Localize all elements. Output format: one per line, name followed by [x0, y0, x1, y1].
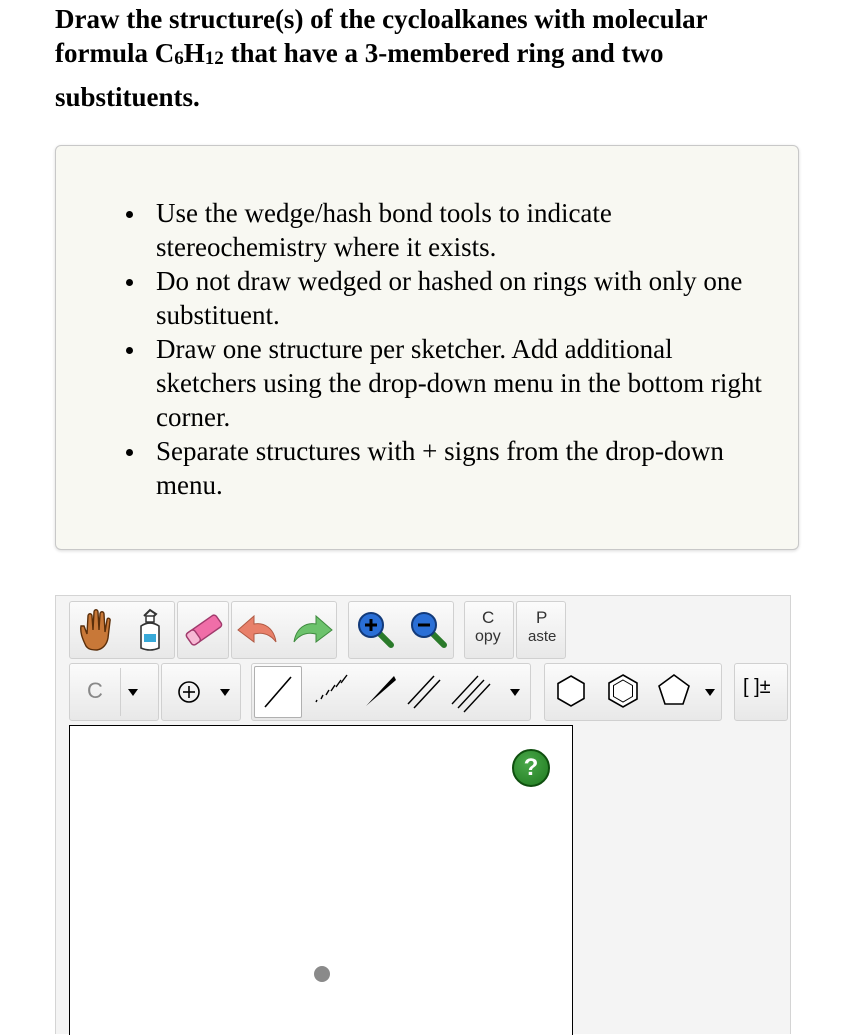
paste-label-bottom: aste [528, 628, 557, 645]
charge-selector[interactable] [161, 663, 241, 721]
undo-icon[interactable] [232, 602, 285, 658]
ring-tools-group [544, 663, 722, 721]
bracket-button[interactable] [734, 663, 788, 721]
canvas-cursor-dot [314, 966, 330, 982]
drawing-canvas[interactable] [69, 725, 573, 1035]
atom-dropdown-separator [120, 668, 121, 716]
instructions-box [55, 145, 799, 550]
copy-label-top: C [482, 608, 495, 627]
chevron-down-icon[interactable] [220, 689, 230, 696]
bond-tools-group [251, 663, 531, 721]
paste-label-top: P [536, 608, 548, 627]
question-text [55, 2, 815, 114]
copy-label-bottom: opy [475, 628, 501, 645]
eraser-button[interactable] [177, 601, 229, 659]
atom-label: C [87, 678, 103, 703]
hand-icon[interactable] [70, 602, 122, 658]
clean-bottle-icon[interactable] [124, 602, 176, 658]
hash-bond-icon[interactable] [306, 664, 356, 720]
instruction-item: Use the wedge/hash bond tools to indicate stereochemistry where it exists. [156, 196, 776, 264]
atom-selector[interactable] [69, 663, 159, 721]
instruction-item: Separate structures with + signs from the drop-down menu. [156, 434, 776, 502]
structure-sketcher [55, 595, 791, 1034]
bracket-icon: [ ]± [743, 676, 771, 698]
zoom-out-icon[interactable] [402, 602, 455, 658]
charge-icon [174, 677, 204, 707]
question-line-2: formula $C_6H_{12}$ that have a 3-membered ring and two [55, 38, 664, 69]
chevron-down-icon[interactable] [128, 689, 138, 696]
question-line-1: Draw the structure(s) of the cycloalkanes with molecular [55, 4, 708, 34]
wedge-bond-icon[interactable] [358, 664, 402, 720]
redo-icon[interactable] [285, 602, 338, 658]
single-bond-icon[interactable] [254, 666, 302, 718]
eraser-icon [178, 602, 230, 658]
zoom-group [348, 601, 454, 659]
double-bond-icon[interactable] [402, 664, 446, 720]
triple-bond-icon[interactable] [448, 664, 496, 720]
instruction-list [156, 196, 776, 502]
help-icon[interactable]: ? [512, 749, 550, 787]
hand-clean-group [69, 601, 175, 659]
question-line-3: substituents. [55, 82, 200, 112]
zoom-in-icon[interactable] [349, 602, 402, 658]
cyclohexane-icon[interactable] [545, 664, 597, 720]
instruction-item: Draw one structure per sketcher. Add additional sketchers using the drop-down menu in the bottom right corner. [156, 332, 776, 434]
instruction-item: Do not draw wedged or hashed on rings with only one substituent. [156, 264, 776, 332]
copy-button[interactable] [464, 601, 514, 659]
chevron-down-icon[interactable] [705, 689, 715, 696]
cyclopentane-icon[interactable] [649, 664, 699, 720]
paste-button[interactable] [516, 601, 566, 659]
benzene-icon[interactable] [597, 664, 649, 720]
chevron-down-icon[interactable] [510, 689, 520, 696]
undo-redo-group [231, 601, 337, 659]
